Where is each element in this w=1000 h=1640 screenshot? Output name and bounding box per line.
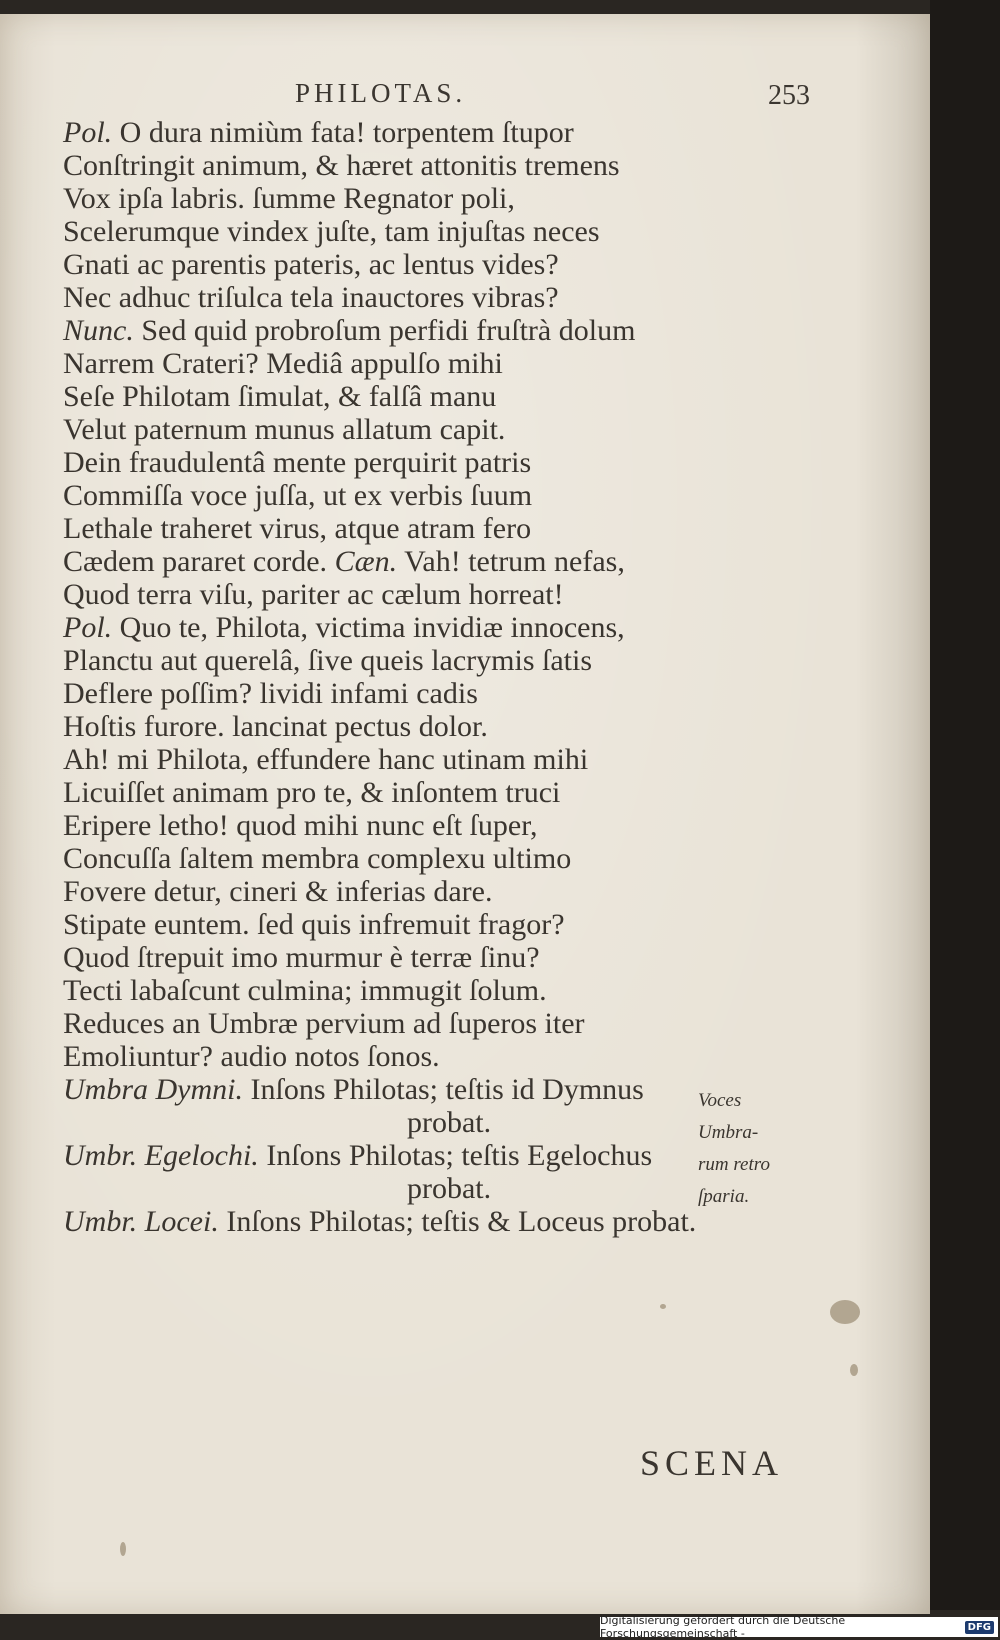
line-text: Gnati ac parentis pateris, ac lentus vides? <box>63 248 559 281</box>
speaker-name: Umbra Dymni. <box>63 1073 243 1106</box>
line-text: Dein fraudulentâ mente perquirit patris <box>63 446 532 479</box>
line-text: Seſe Philotam ſimulat, & falſâ manu <box>63 380 497 413</box>
line-text: Tecti labaſcunt culmina; immugit ſolum. <box>63 974 547 1007</box>
verse-line <box>63 776 783 809</box>
verse-line <box>63 149 783 182</box>
line-text: Conſtringit animum, & hæret attonitis tremens <box>63 149 620 182</box>
margin-note <box>698 1085 793 1213</box>
verse-line <box>63 1040 783 1073</box>
line-text: Quo te, Philota, victima invidiæ innocens, <box>119 611 625 644</box>
line-text: Commiſſa voce juſſa, ut ex verbis ſuum <box>63 479 533 512</box>
line-text: Inſons Philotas; teſtis Egelochus <box>266 1139 653 1172</box>
line-text: Inſons Philotas; teſtis id Dymnus <box>250 1073 644 1106</box>
line-text: Sed quid probroſum perfidi fruſtrà dolum <box>141 314 636 347</box>
verse-line <box>63 842 783 875</box>
verse-line <box>63 1205 783 1238</box>
speaker-name: Pol. <box>63 116 113 149</box>
verse-line <box>63 347 783 380</box>
verse-line <box>63 182 783 215</box>
margin-note-line: rum retro <box>698 1154 770 1175</box>
verse-line <box>63 413 783 446</box>
line-text: Reduces an Umbræ pervium ad ſuperos iter <box>63 1007 585 1040</box>
verse-line <box>63 545 783 578</box>
verse-line <box>63 578 783 611</box>
line-text: Emoliuntur? audio notos ſonos. <box>63 1040 440 1073</box>
line-text: Narrem Crateri? Mediâ appulſo mihi <box>63 347 503 380</box>
verse-line <box>63 611 783 644</box>
verse-line <box>63 512 783 545</box>
speaker-name: Umbr. Egelochi. <box>63 1139 259 1172</box>
digitization-footer <box>600 1614 998 1640</box>
line-text: Scelerumque vindex juſte, tam injuſtas neces <box>63 215 600 248</box>
running-head: PHILOTAS. <box>295 78 467 108</box>
verse-line <box>63 248 783 281</box>
stain-mark <box>660 1304 666 1309</box>
line-text: Licuiſſet animam pro te, & inſontem truci <box>63 776 561 809</box>
line-text: Eripere letho! quod mihi nunc eſt ſuper, <box>63 809 538 842</box>
verse-line <box>63 1139 783 1172</box>
dfg-logo: DFG <box>965 1621 994 1634</box>
speaker-name: Nunc. <box>63 314 134 347</box>
line-text: Vah! tetrum nefas, <box>404 545 625 578</box>
page-number: 253 <box>768 80 810 111</box>
verse-line <box>63 941 783 974</box>
line-text: probat. <box>407 1172 492 1205</box>
footer-text: Digitalisierung gefördert durch die Deutsche Forschungsgemeinschaft - <box>600 1614 846 1640</box>
verse-line <box>63 974 783 1007</box>
line-text: Concuſſa ſaltem membra complexu ultimo <box>63 842 572 875</box>
line-text: Stipate euntem. ſed quis infremuit fragor? <box>63 908 565 941</box>
catchword: SCENA <box>640 1443 784 1483</box>
stain-mark <box>830 1300 860 1324</box>
verse-line <box>63 1073 783 1106</box>
verse-line <box>63 215 783 248</box>
line-text: Vox ipſa labris. ſumme Regnator poli, <box>63 182 515 215</box>
line-text: Hoſtis furore. lancinat pectus dolor. <box>63 710 488 743</box>
page-paper <box>0 14 930 1614</box>
verse-line <box>63 710 783 743</box>
line-text: Quod ſtrepuit imo murmur è terræ ſinu? <box>63 941 540 974</box>
verse-line <box>63 446 783 479</box>
book-edge <box>930 0 1000 1610</box>
margin-note-line: Voces <box>698 1090 742 1111</box>
verse-line <box>63 875 783 908</box>
line-text: Ah! mi Philota, effundere hanc utinam mihi <box>63 743 589 776</box>
line-text: Quod terra viſu, pariter ac cælum horreat! <box>63 578 564 611</box>
verse-line <box>63 644 783 677</box>
line-text: Cædem pararet corde. <box>63 545 328 578</box>
verse-text <box>63 116 783 1238</box>
line-text: Velut paternum munus allatum capit. <box>63 413 506 446</box>
speaker-name: Umbr. Locei. <box>63 1205 219 1238</box>
verse-line <box>63 479 783 512</box>
stain-mark <box>850 1364 858 1376</box>
verse-line <box>63 314 783 347</box>
line-text: Lethale traheret virus, atque atram fero <box>63 512 532 545</box>
line-text: Fovere detur, cineri & inferias dare. <box>63 875 493 908</box>
verse-line <box>63 677 783 710</box>
verse-line-continuation <box>63 1106 783 1139</box>
verse-line <box>63 809 783 842</box>
stain-mark <box>120 1542 126 1556</box>
line-text: Nec adhuc triſulca tela inauctores vibras? <box>63 281 559 314</box>
line-text: Inſons Philotas; teſtis & Loceus probat. <box>226 1205 697 1238</box>
line-text: O dura nimiùm fata! torpentem ſtupor <box>119 116 574 149</box>
verse-line <box>63 380 783 413</box>
line-text: probat. <box>407 1106 492 1139</box>
verse-line-continuation <box>63 1172 783 1205</box>
line-text: Planctu aut querelâ, ſive queis lacrymis ſatis <box>63 644 593 677</box>
speaker-name: Cæn. <box>334 545 398 578</box>
verse-line <box>63 908 783 941</box>
margin-note-line: ſparia. <box>698 1186 750 1207</box>
verse-line <box>63 1007 783 1040</box>
page-header <box>0 78 930 118</box>
verse-line <box>63 281 783 314</box>
line-text: Deflere poſſim? lividi infami cadis <box>63 677 478 710</box>
margin-note-line: Umbra- <box>698 1122 759 1143</box>
verse-line <box>63 743 783 776</box>
verse-line <box>63 116 783 149</box>
speaker-name: Pol. <box>63 611 113 644</box>
